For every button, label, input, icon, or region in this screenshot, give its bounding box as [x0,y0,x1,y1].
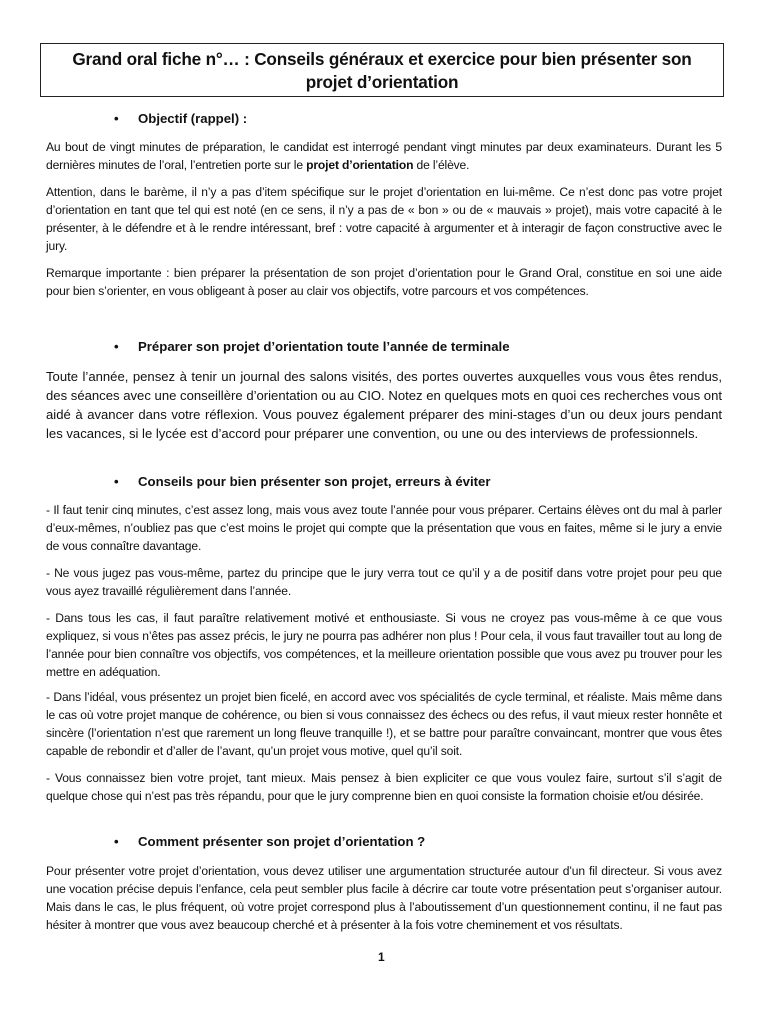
document-title-box [40,43,724,97]
paragraph-objectif-2: Attention, dans le barème, il n’y a pas d’item spécifique sur le projet d’orientation en lui-même. Ce n’est donc pas votre projet d’orientation en tant que tel qui est noté (en ce sens, il n’y a pas de « bon » ou de « mauvais » projet), mais votre capacité à le présenter, à le défendre et à le rendre intéressant, bref : votre capacité à argumenter et à interagir de façon constructive avec le jury. [46,185,722,253]
paragraph-conseils-4: - Dans l’idéal, vous présentez un projet bien ficelé, en accord avec vos spécialités de cycle terminal, et réaliste. Mais même dans le cas où votre projet manque de cohérence, ou bien si vous connaissez des échecs ou des refus, il vaut mieux rester honnête et sincère (l’orientation n’est que rarement un long fleuve tranquille !), et se battre pour paraître convaincant, montrer que vous êtes capable de rebondir et d’aller de l’avant, qu’un projet vous motive, quel qu’il soit. [46,690,722,758]
page-number: 1 [378,950,385,964]
paragraph-objectif-1: Au bout de vingt minutes de préparation, le candidat est interrogé pendant vingt minutes par deux examinateurs. Durant les 5 dernières minutes de l’oral, l’entretien porte sur le projet d’orientation de l’élève. [46,140,722,172]
paragraph-comment-1: Pour présenter votre projet d’orientation, vous devez utiliser une argumentation structurée autour d’un fil directeur. Si vous avez une vocation précise depuis l’enfance, cela peut sembler plus facile à décrire car toute votre présentation peut s’organiser autour. Mais dans le cas, le plus fréquent, où votre projet correspond plus à l’aboutissement d’un questionnement continu, il ne faut pas hésiter à montrer que vous avez beaucoup cherché et à présenter à la fois votre cheminement et vos résultats. [46,864,722,932]
paragraph-preparer-1: Toute l’année, pensez à tenir un journal des salons visités, des portes ouvertes auxquelles vous vous êtes rendus, des séances avec une conseillère d’orientation ou au CIO. Notez en quelques mots en quoi ces recherches vous ont aidé à avancer dans votre réflexion. Vous pouvez également préparer des mini-stages d’un ou deux jours pendant les vacances, si le lycée est d’accord pour préparer une convention, ou une ou des interviews de professionnels. [46,369,722,441]
paragraph-objectif-3: Remarque importante : bien préparer la présentation de son projet d’orientation pour le Grand Oral, constitue en soi une aide pour bien s’orienter, en vous obligeant à poser au clair vos objectifs, votre parcours et vos compétences. [46,266,722,298]
paragraph-conseils-3: - Dans tous les cas, il faut paraître relativement motivé et enthousiaste. Si vous ne croyez pas vous-même à ce que vous expliquez, si vous n’êtes pas assez précis, le jury ne pourra pas adhérer non plus ! Pour cela, il vous faut travailler tout au long de l’année pour bien connaître vos objectifs, vos compétences, et la meilleure orientation possible que vous avez pu trouver pour les mettre en adéquation. [46,611,722,679]
section-heading-preparer: • Préparer son projet d’orientation toute l’année de terminale [118,339,510,355]
document-title-line-1: Grand oral fiche n°… : Conseils généraux et exercice pour bien présenter son [72,49,692,69]
paragraph-conseils-5: - Vous connaissez bien votre projet, tant mieux. Mais pensez à bien expliciter ce que vous voulez faire, surtout s’il s’agit de quelque chose qui n’est pas très répandu, pour que le jury comprenne bien en quoi consiste la formation choisie et/ou désirée. [46,771,722,803]
section-heading-objectif: • Objectif (rappel) : [118,111,247,127]
bold-projet-orientation: projet d’orientation [306,158,414,172]
section-heading-conseils: • Conseils pour bien présenter son projet, erreurs à éviter [118,474,491,490]
section-heading-comment: • Comment présenter son projet d’orientation ? [118,834,425,850]
paragraph-conseils-1: - Il faut tenir cinq minutes, c’est assez long, mais vous avez toute l’année pour vous préparer. Certains élèves ont du mal à parler d’eux-mêmes, n’oubliez pas que c’est moins le projet qui compte que la présentation que vous en faites, même si le jury a envie de vous connaître davantage. [46,503,722,553]
paragraph-conseils-2: - Ne vous jugez pas vous-même, partez du principe que le jury verra tout ce qu’il y a de positif dans votre projet pour peu que vous ayez travaillé régulièrement dans l’année. [46,566,722,598]
document-title-line-2: projet d’orientation [305,72,459,92]
